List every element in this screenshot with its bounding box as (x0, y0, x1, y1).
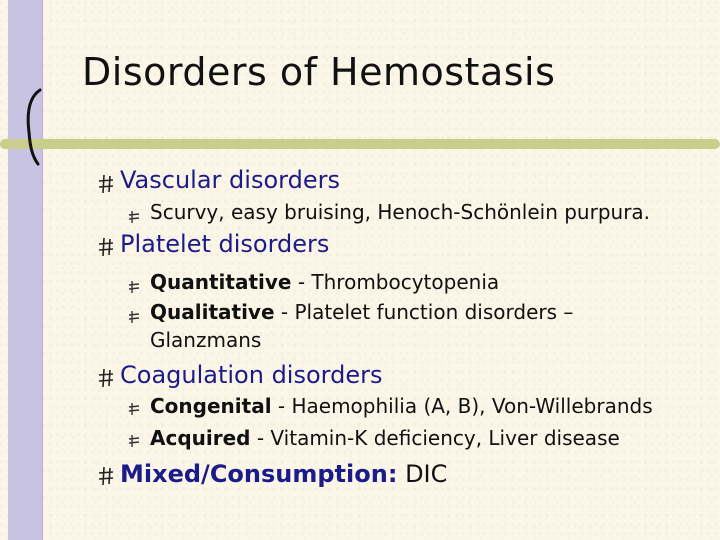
sub-bullet-qualitative (150, 300, 573, 324)
bullet-coagulation-disorders: Coagulation disorders (120, 361, 383, 389)
term-qualitative: Qualitative (150, 300, 275, 324)
sub-bullet-icon (128, 280, 140, 294)
text-platelet-function: - Platelet function disorders – (274, 300, 574, 324)
sub-bullet-icon (128, 402, 140, 416)
sub-bullet-acquired (150, 426, 620, 450)
sub-bullet-congenital (150, 394, 653, 418)
sub-bullet-icon (128, 434, 140, 448)
term-acquired: Acquired (150, 426, 251, 450)
bullet-mixed-consumption (120, 460, 447, 488)
sub-bullet-icon (128, 210, 140, 224)
bullet-hash-icon (98, 174, 114, 194)
sub-bullet-icon (128, 310, 140, 324)
sub-bullet-vascular-examples: Scurvy, easy bruising, Henoch-Schönlein purpura. (150, 200, 651, 224)
title-underline-rule (0, 139, 720, 149)
bullet-hash-icon (98, 466, 114, 486)
value-dic: DIC (405, 460, 448, 488)
text-vitamin-k: - Vitamin-K deficiency, Liver disease (250, 426, 620, 450)
side-decor-bar (8, 0, 43, 540)
term-quantitative: Quantitative (150, 270, 292, 294)
slide-title: Disorders of Hemostasis (82, 50, 556, 94)
text-thrombocytopenia: - Thrombocytopenia (291, 270, 500, 294)
bullet-platelet-disorders: Platelet disorders (120, 230, 330, 258)
term-congenital: Congenital (150, 394, 272, 418)
label-mixed-consumption: Mixed/Consumption: (120, 460, 398, 488)
sub-bullet-qualitative-cont: Glanzmans (150, 328, 262, 352)
text-haemophilia: - Haemophilia (A, B), Von-Willebrands (271, 394, 653, 418)
bullet-vascular-disorders: Vascular disorders (120, 166, 340, 194)
sub-bullet-quantitative (150, 270, 499, 294)
bullet-hash-icon (98, 237, 114, 257)
bullet-hash-icon (98, 368, 114, 388)
bracket-ornament (22, 86, 44, 166)
